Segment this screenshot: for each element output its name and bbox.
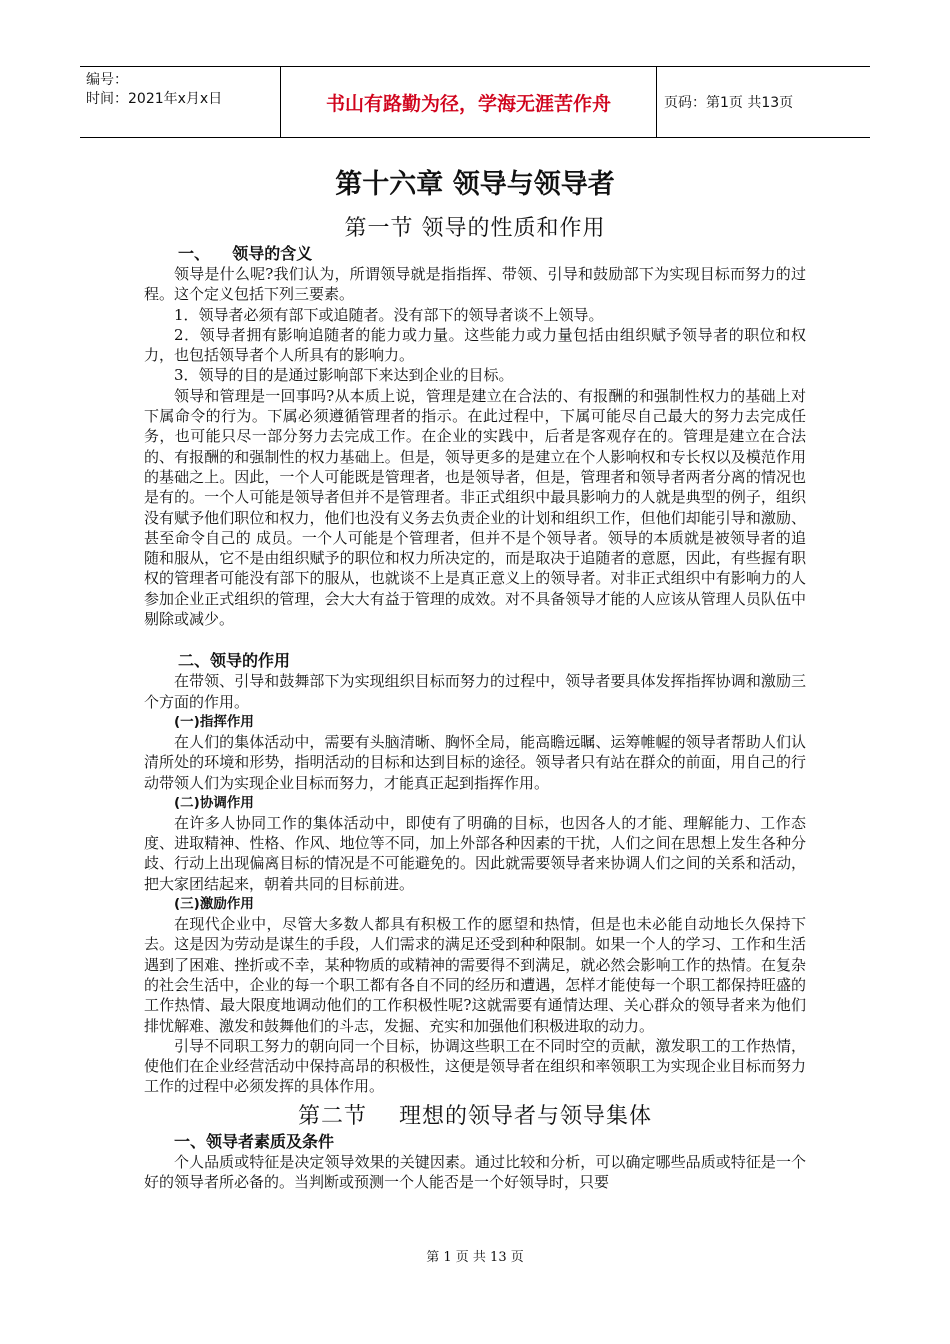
paragraph: 个人品质或特征是决定领导效果的关键因素。通过比较和分析，可以确定哪些品质或特征是一个好的领导者所必备的。当判断或预测一个人能否是一个好领导时，只要 [144, 1152, 806, 1191]
heading-coordination-role: (二)协调作用 [174, 794, 254, 811]
paragraph: 在人们的集体活动中，需要有头脑清晰、胸怀全局，能高瞻远瞩、运筹帷幄的领导者帮助人们认清所处的环境和形势，指明活动的目标和达到目标的途径。领导者只有站在群众的前面，用自己的行动带领人们为实现企业目标而努力，才能真正起到指挥作用。 [144, 732, 806, 792]
page-header [80, 66, 870, 138]
heading-leadership-role: 二、领导的作用 [178, 651, 291, 671]
paragraph: 1．领导者必须有部下或追随者。没有部下的领导者谈不上领导。 [174, 305, 604, 324]
heading-leadership-meaning: 一、 领导的含义 [178, 244, 313, 263]
header-time-label: 时间：2021年x月x日 [86, 91, 223, 107]
header-page-label: 页码：第1页 共13页 [664, 95, 794, 111]
section-2-title: 第二节 理想的领导者与领导集体 [298, 1103, 652, 1129]
header-number-label: 编号： [86, 72, 128, 88]
paragraph: 引导不同职工努力的朝向同一个目标，协调这些职工在不同时空的贡献，激发职工的工作热情，使他们在企业经营活动中保持高昂的积极性，这便是领导者在组织和率领职工为实现企业目标而努力工作的过程中必须发挥的具体作用。 [144, 1036, 806, 1096]
paragraph: 在许多人协同工作的集体活动中，即使有了明确的目标，也因各人的才能、理解能力、工作态度、进取精神、性格、作风、地位等不同，加上外部各种因素的干扰，人们之间在思想上发生各种分歧、行动上出现偏离目标的情况是不可能避免的。因此就需要领导者来协调人们之间的关系和活动，把大家团结起来，朝着共同的目标前进。 [144, 813, 806, 893]
paragraph: 在现代企业中，尽管大多数人都具有积极工作的愿望和热情，但是也未必能自动地长久保持下去。这是因为劳动是谋生的手段，人们需求的满足还受到种种限制。如果一个人的学习、工作和生活遇到了困难、挫折或不幸，某种物质的或精神的需要得不到满足，就必然会影响工作的热情。在复杂的社会生活中，企业的每一个职工都有各自不同的经历和遭遇，怎样才能使每一个职工都保持旺盛的工作热情、最大限度地调动他们的工作积极性呢?这就需要有通情达理、关心群众的领导者来为他们排忧解难、激发和鼓舞他们的斗志，发掘、充实和加强他们积极进取的动力。 [144, 915, 806, 1035]
paragraph: 3．领导的目的是通过影响部下来达到企业的目标。 [174, 366, 514, 385]
section-1-title: 第一节 领导的性质和作用 [344, 216, 606, 241]
chapter-title: 第十六章 领导与领导者 [335, 169, 615, 200]
header-meta [86, 71, 222, 109]
heading-command-role: (一)指挥作用 [174, 713, 254, 730]
paragraph: 领导和管理是一回事吗?从本质上说，管理是建立在合法的、有报酬的和强制性权力的基础上对下属命令的行为。下属必须遵循管理者的指示。在此过程中，下属可能尽自己最大的努力去完成任务，也可能只尽一部分努力去完成工作。在企业的实践中，后者是客观存在的。管理是建立在合法的、有报酬的和强制性的权力基础上。但是，领导更多的是建立在个人影响权和专长权以及模范作用的基础之上。因此，一个人可能既是管理者，也是领导者，但是，管理者和领导者两者分离的情况也是有的。一个人可能是领导者但并不是管理者。非正式组织中最具影响力的人就是典型的例子，组织没有赋予他们职位和权力，他们也没有义务去负责企业的计划和组织工作，但他们却能引导和激励、甚至命令自己的 成员。一个人可能是个管理者，但并不是个领导者。领导的本质就是被领导者的追随和服从，它不是由组织赋予的职位和权力所决定的，而是取决于追随者的意愿，因此，有些握有职权的管理者可能没有部下的服从，也就谈不上是真正意义上的领导者。对非正式组织中有影响力的人参加企业正式组织的管理，会大大有益于管理的成效。对不具备领导才能的人应该从管理人员队伍中剔除或减少。 [144, 386, 806, 629]
heading-leader-qualities: 一、领导者素质及条件 [174, 1131, 335, 1151]
document-body [144, 150, 806, 1192]
heading-motivation-role: (三)激励作用 [174, 896, 254, 913]
paragraph: 在带领、引导和鼓舞部下为实现组织目标而努力的过程中，领导者要具体发挥指挥协调和激励三个方面的作用。 [144, 672, 806, 711]
paragraph: 2．领导者拥有影响追随者的能力或力量。这些能力或力量包括由组织赋予领导者的职位和权力，也包括领导者个人所具有的影响力。 [144, 325, 806, 365]
page-footer: 第 1 页 共 13 页 [426, 1250, 524, 1265]
paragraph: 领导是什么呢?我们认为，所谓领导就是指指挥、带领、引导和鼓励部下为实现目标而努力的过程。这个定义包括下列三要素。 [144, 265, 806, 304]
header-motto: 书山有路勤为径，学海无涯苦作舟 [280, 67, 657, 137]
